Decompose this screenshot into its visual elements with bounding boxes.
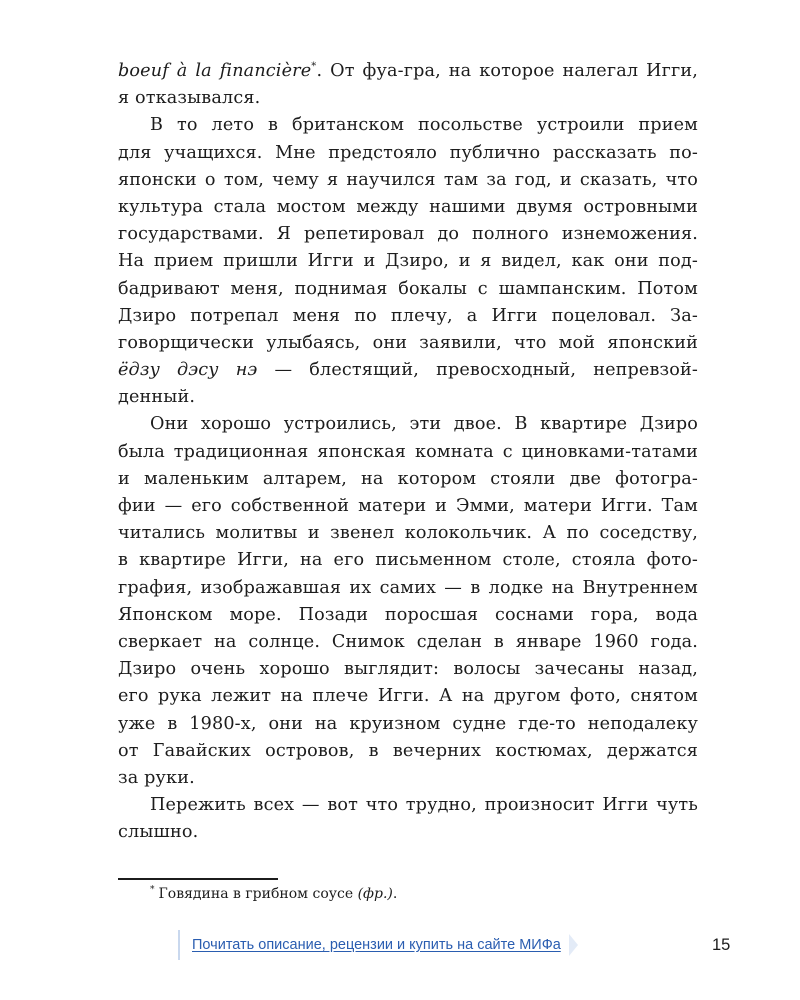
text-line <box>118 711 698 738</box>
text-run: читались молитвы и звенел колокольчик. А по соседству, <box>118 523 698 544</box>
text-run: за руки. <box>118 767 195 788</box>
text-run: Японском море. Позади поросшая соснами гора, вода <box>118 604 698 625</box>
footnote <box>150 882 397 906</box>
text-line <box>118 819 698 846</box>
text-run: в квартире Игги, на его письменном столе, стояла фото- <box>118 550 698 571</box>
text-line <box>118 248 698 275</box>
text-run: Пережить всех — вот что трудно, произносит Игги чуть <box>150 795 698 816</box>
text-line <box>118 439 698 466</box>
text-line <box>118 357 698 384</box>
footnote-text: Говядина в грибном соусе <box>158 886 358 902</box>
text-run: говорщически улыбаясь, они заявили, что мой японский <box>118 332 698 353</box>
text-run: денный. <box>118 387 196 408</box>
link-arrow-icon <box>569 930 579 960</box>
text-line <box>118 221 698 248</box>
text-line <box>118 466 698 493</box>
footnote-period: . <box>392 886 398 902</box>
text-line <box>118 575 698 602</box>
text-run: фии — его собственной матери и Эмми, матери Игги. Там <box>118 496 698 516</box>
text-run: Дзиро потрепал меня по плечу, а Игги поцеловал. За- <box>118 305 698 326</box>
text-line <box>118 85 698 112</box>
text-line <box>118 656 698 683</box>
text-run: его рука лежит на плече Игги. А на другом фото, снятом <box>118 686 698 707</box>
text-line <box>118 384 698 411</box>
text-run: . От фуа-гра, на которое налегал Игги, <box>316 61 698 81</box>
text-run: японски о том, чему я научился там за год, и сказать, что <box>118 169 698 190</box>
text-line <box>118 276 698 303</box>
buy-on-mif-link[interactable] <box>178 930 593 960</box>
text-run: На прием пришли Игги и Дзиро, и я видел, как они под- <box>118 251 698 272</box>
footnote-reference: * <box>311 61 317 73</box>
book-page-body <box>118 58 698 846</box>
text-run: бадривают меня, поднимая бокалы с шампанским. Потом <box>118 278 698 299</box>
text-line <box>118 738 698 765</box>
text-line <box>118 493 698 520</box>
text-run: сверкает на солнце. Снимок сделан в январе 1960 года. <box>118 631 698 652</box>
text-run: культура стала мостом между нашими двумя островными <box>118 196 698 217</box>
text-run: — блестящий, превосходный, непревзой- <box>257 360 699 381</box>
text-line <box>118 411 698 438</box>
text-line <box>118 683 698 710</box>
text-line <box>118 303 698 330</box>
buy-on-mif-link-label: Почитать описание, рецензии и купить на сайте МИФа <box>192 937 561 953</box>
text-line <box>118 140 698 167</box>
text-run: Дзиро очень хорошо выглядит: волосы зачесаны назад, <box>118 659 698 680</box>
text-line <box>118 112 698 139</box>
footnote-marker: * <box>150 885 155 896</box>
footnote-divider <box>118 878 278 880</box>
text-run: я отказывался. <box>118 88 261 109</box>
italic-phrase: ёдзу дэсу нэ <box>118 360 258 381</box>
text-line <box>118 167 698 194</box>
text-run: уже в 1980-х, они на круизном судне где-то неподалеку <box>118 713 698 734</box>
text-run: для учащихся. Мне предстояло публично рассказать по- <box>118 142 698 163</box>
text-line <box>118 330 698 357</box>
text-line <box>118 602 698 629</box>
text-run: слышно. <box>118 822 199 843</box>
text-line <box>118 58 698 85</box>
text-run: была традиционная японская комната с циновками-татами <box>118 441 698 462</box>
text-line <box>118 547 698 574</box>
text-line <box>118 792 698 819</box>
text-run: от Гавайских островов, в вечерних костюмах, держатся <box>118 740 698 761</box>
text-run: Они хорошо устроились, эти двое. В квартире Дзиро <box>150 414 698 435</box>
text-line <box>118 765 698 792</box>
text-line <box>118 194 698 221</box>
italic-phrase: boeuf à la financière <box>118 61 312 81</box>
text-line <box>118 520 698 547</box>
text-run: графия, изображавшая их самих — в лодке на Внутреннем <box>118 577 698 598</box>
footnote-language-note: (фр.) <box>357 886 393 902</box>
text-run: и маленьким алтарем, на котором стояли две фотогра- <box>118 468 698 489</box>
page-number: 15 <box>712 936 731 954</box>
text-run: государствами. Я репетировал до полного изнеможения. <box>118 224 698 245</box>
text-line <box>118 629 698 656</box>
text-run: В то лето в британском посольстве устроили прием <box>150 115 698 136</box>
